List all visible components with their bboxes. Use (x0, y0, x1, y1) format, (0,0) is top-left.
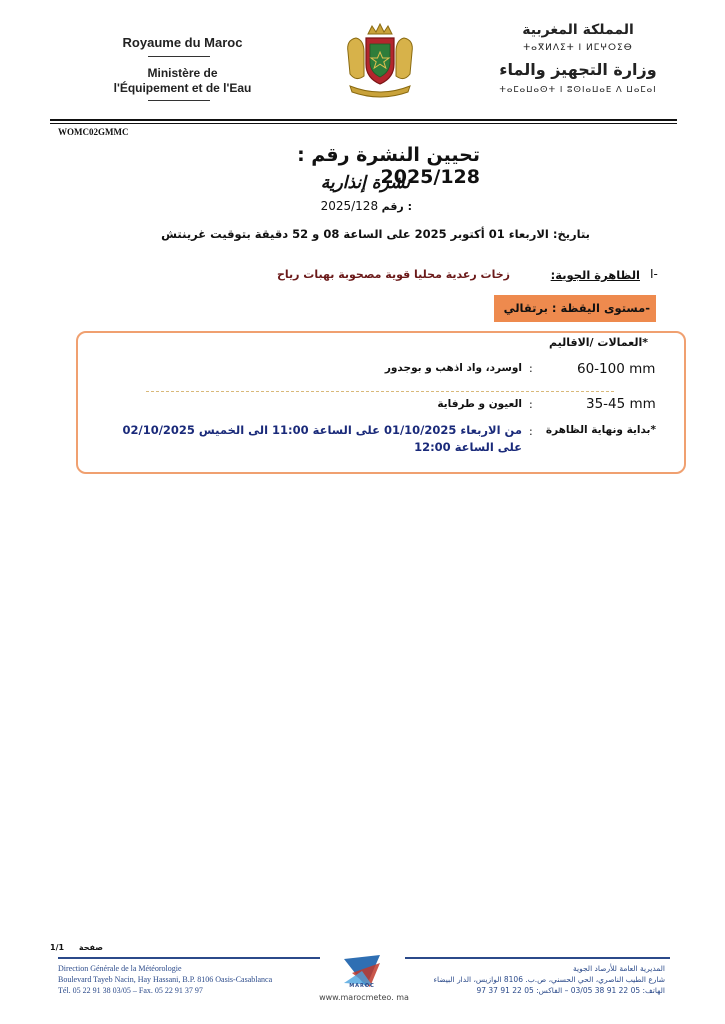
header-tifinagh-line1: ⵜⴰⴳⵍⴷⵉⵜ ⵏ ⵍⵎⵖⵔⵉⴱ (523, 43, 633, 53)
vigilance-level-bar (494, 295, 656, 322)
bulletin-type-title: نشرة إنذارية (320, 173, 410, 193)
row2-colon: : (529, 398, 533, 411)
footer-fr-line2: Boulevard Tayeb Nacin, Hay Hassani, B.P. 8106 Oasis-Casablanca (58, 975, 273, 984)
row1-colon: : (529, 362, 533, 375)
maroc-meteo-logo-text: MAROC (349, 983, 375, 989)
vigilance-level-text: -مستوى اليقظة : برتقالي (503, 301, 650, 315)
header-fr-line1: Royaume du Maroc (122, 35, 243, 50)
header-fr-divider (148, 56, 210, 57)
timing-colon: : (529, 425, 533, 438)
phenomenon-label: الظاهرة الجوية: (550, 268, 640, 282)
footer-fr-line1: Direction Générale de la Météorologie (58, 964, 182, 973)
rain-amount-row2: 35-45 mm (586, 396, 656, 412)
bulletin-number (300, 199, 412, 213)
page-number: 1/1 (50, 943, 65, 952)
page-indicator (50, 943, 103, 952)
rows-dashed-separator (146, 391, 614, 392)
rain-amount-row1: 60-100 mm (577, 361, 656, 377)
places-row1: اوسرد، واد اذهب و بوجدور (384, 362, 522, 374)
header-ar-line2: وزارة التجهيز والماء (499, 60, 657, 79)
bulletin-number-label: رقم : (381, 200, 412, 213)
footer-ar-line2: شارع الطيب الناصري، الحي الحسني، ص.ب. 8106 الوازيس، الدار البيضاء (433, 975, 665, 984)
header-fr-divider-2 (148, 100, 210, 101)
header-rule-thin (50, 123, 677, 124)
document-code: WOMC02GMMC (58, 127, 129, 137)
timing-label: *بداية ونهاية الظاهرة (545, 424, 656, 436)
header-rule (50, 119, 677, 121)
footer-ar-line3: الهاتف: 05 22 91 38 03/05 – الفاكس: 05 22 91 37 97 (476, 986, 665, 995)
bulletin-date-line: بتاريخ: الاربعاء 01 أكتوبر 2025 على الساعة 08 و 52 دقيقة بتوقيت غرينتش (161, 227, 590, 241)
phenomenon-value: زخات رعدية محليا قوية مصحوبة بهبات رياح (276, 268, 510, 281)
header-fr-line3: l'Équipement et de l'Eau (113, 81, 252, 95)
phenomenon-index: I- (650, 267, 658, 281)
header-tifinagh-line2: ⵜⴰⵎⴰⵡⴰⵙⵜ ⵏ ⵓⵙⵏⴰⵡⴰⴹ ⴷ ⵡⴰⵎⴰⵏ (499, 85, 657, 95)
footer-rule-right (405, 957, 670, 959)
timing-value: من الاربعاء 01/10/2025 على الساعة 11:00 الى الخميس 02/10/2025 على الساعة 12:00 (122, 423, 522, 454)
footer-rule-left (58, 957, 320, 959)
page-label: صفحة (78, 943, 103, 952)
bulletin-number-value: 2025/128 (320, 199, 379, 213)
regions-label: *العمالات /الاقاليم (549, 336, 648, 349)
header-fr-line2: Ministère de (147, 66, 218, 80)
header-ar-line1: المملكة المغربية (522, 22, 634, 38)
places-row2: العيون و طرفاية (437, 398, 522, 410)
website-link[interactable]: www.marocmeteo. ma (319, 993, 409, 1002)
footer-ar-line1: المديرية العامة للأرصاد الجوية (572, 964, 665, 973)
footer-fr-line3: Tél. 05 22 91 38 03/05 – Fax. 05 22 91 37 97 (58, 986, 203, 995)
coat-of-arms-emblem (342, 22, 418, 100)
bulletin-update-title: تحيين النشرة رقم : 2025/128 (297, 144, 480, 188)
